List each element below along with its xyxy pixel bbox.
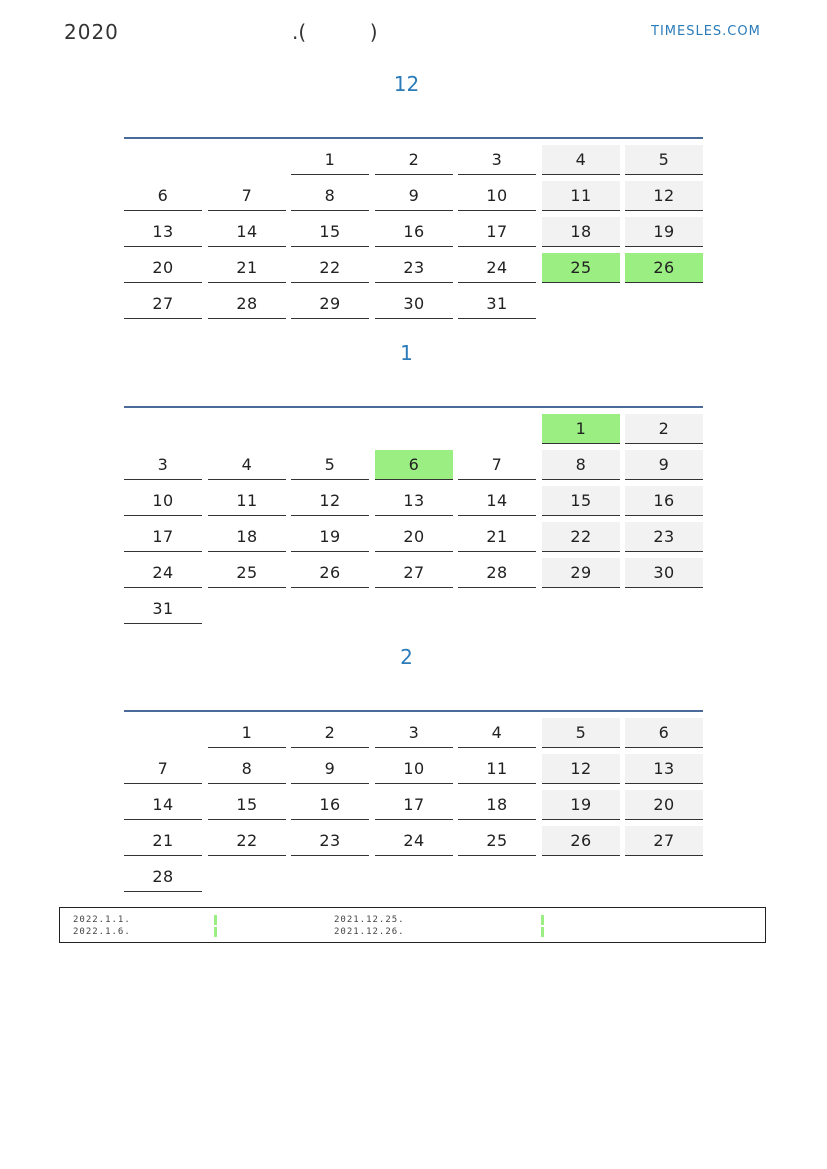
calendar-day-cell: 1 — [542, 414, 620, 444]
calendar-week-row — [124, 408, 703, 444]
calendar-day-cell: 22 — [291, 253, 369, 283]
calendar-day-cell: 23 — [291, 826, 369, 856]
calendar-day-cell: 28 — [458, 558, 536, 588]
calendar-day-cell: 23 — [625, 522, 703, 552]
legend-date: 2021.12.26. — [334, 927, 405, 937]
calendar-day-cell: 18 — [458, 790, 536, 820]
calendar-day-cell: 5 — [291, 450, 369, 480]
page-year-title: 2020 — [64, 20, 119, 44]
calendar-day-cell: 25 — [458, 826, 536, 856]
calendar-day-cell: 10 — [375, 754, 453, 784]
calendar-week-row — [124, 139, 703, 175]
calendar-day-cell: 16 — [625, 486, 703, 516]
calendar-day-cell: 2 — [291, 718, 369, 748]
calendar-week-row — [124, 784, 703, 820]
calendar-day-cell: 31 — [124, 594, 202, 624]
calendar-day-cell: 19 — [291, 522, 369, 552]
month-title-february: 2 — [400, 645, 413, 669]
calendar-day-cell: 25 — [208, 558, 286, 588]
calendar-day-cell: 1 — [208, 718, 286, 748]
calendar-january — [124, 406, 703, 624]
calendar-week-row — [124, 552, 703, 588]
calendar-week-row — [124, 247, 703, 283]
legend-date: 2022.1.1. — [73, 915, 131, 925]
calendar-day-cell: 9 — [291, 754, 369, 784]
calendar-day-cell: 9 — [375, 181, 453, 211]
calendar-day-cell: 14 — [208, 217, 286, 247]
holiday-legend — [59, 907, 766, 943]
calendar-day-cell: 3 — [375, 718, 453, 748]
calendar-week-row — [124, 856, 703, 892]
calendar-day-cell: 21 — [208, 253, 286, 283]
calendar-week-row — [124, 283, 703, 319]
calendar-day-cell: 10 — [458, 181, 536, 211]
calendar-week-row — [124, 588, 703, 624]
calendar-day-cell: 28 — [124, 862, 202, 892]
calendar-day-cell: 5 — [625, 145, 703, 175]
calendar-week-row — [124, 748, 703, 784]
calendar-day-cell: 19 — [542, 790, 620, 820]
calendar-day-cell: 26 — [542, 826, 620, 856]
calendar-day-cell: 28 — [208, 289, 286, 319]
calendar-week-row — [124, 516, 703, 552]
calendar-day-cell: 7 — [124, 754, 202, 784]
calendar-day-cell: 20 — [375, 522, 453, 552]
calendar-day-cell: 6 — [375, 450, 453, 480]
calendar-day-cell: 3 — [458, 145, 536, 175]
calendar-day-cell: 16 — [291, 790, 369, 820]
calendar-day-cell: 30 — [625, 558, 703, 588]
calendar-day-cell: 17 — [124, 522, 202, 552]
calendar-day-cell: 2 — [625, 414, 703, 444]
calendar-day-cell: 5 — [542, 718, 620, 748]
calendar-day-cell: 12 — [625, 181, 703, 211]
calendar-day-cell: 17 — [375, 790, 453, 820]
calendar-day-cell: 13 — [375, 486, 453, 516]
calendar-day-cell: 24 — [124, 558, 202, 588]
legend-holiday-marker — [541, 915, 544, 925]
calendar-day-cell: 24 — [375, 826, 453, 856]
calendar-day-cell: 14 — [458, 486, 536, 516]
calendar-day-cell: 11 — [208, 486, 286, 516]
calendar-day-cell: 11 — [542, 181, 620, 211]
legend-holiday-marker — [214, 927, 217, 937]
calendar-day-cell: 22 — [542, 522, 620, 552]
calendar-day-cell: 13 — [124, 217, 202, 247]
calendar-day-cell: 11 — [458, 754, 536, 784]
calendar-february — [124, 710, 703, 892]
calendar-day-cell: 27 — [375, 558, 453, 588]
legend-holiday-marker — [541, 927, 544, 937]
calendar-day-cell: 27 — [124, 289, 202, 319]
calendar-day-cell: 8 — [291, 181, 369, 211]
calendar-day-cell: 10 — [124, 486, 202, 516]
calendar-day-cell: 1 — [291, 145, 369, 175]
calendar-day-cell: 22 — [208, 826, 286, 856]
calendar-week-row — [124, 480, 703, 516]
calendar-day-cell: 12 — [291, 486, 369, 516]
calendar-day-cell: 20 — [625, 790, 703, 820]
calendar-day-cell: 6 — [124, 181, 202, 211]
calendar-day-cell: 26 — [291, 558, 369, 588]
calendar-day-cell: 15 — [542, 486, 620, 516]
calendar-day-cell: 9 — [625, 450, 703, 480]
legend-date: 2021.12.25. — [334, 915, 405, 925]
calendar-day-cell: 26 — [625, 253, 703, 283]
legend-holiday-marker — [214, 915, 217, 925]
calendar-december — [124, 137, 703, 319]
calendar-day-cell: 7 — [458, 450, 536, 480]
calendar-day-cell: 14 — [124, 790, 202, 820]
calendar-day-cell: 30 — [375, 289, 453, 319]
calendar-day-cell: 19 — [625, 217, 703, 247]
calendar-day-cell: 4 — [458, 718, 536, 748]
calendar-day-cell: 4 — [208, 450, 286, 480]
calendar-day-cell: 7 — [208, 181, 286, 211]
calendar-day-cell: 6 — [625, 718, 703, 748]
calendar-day-cell: 8 — [208, 754, 286, 784]
legend-date: 2022.1.6. — [73, 927, 131, 937]
calendar-day-cell: 20 — [124, 253, 202, 283]
calendar-day-cell: 18 — [542, 217, 620, 247]
calendar-day-cell: 29 — [291, 289, 369, 319]
calendar-day-cell: 16 — [375, 217, 453, 247]
calendar-day-cell: 21 — [458, 522, 536, 552]
calendar-day-cell: 29 — [542, 558, 620, 588]
calendar-week-row — [124, 820, 703, 856]
calendar-week-row — [124, 175, 703, 211]
calendar-day-cell: 17 — [458, 217, 536, 247]
month-title-december: 12 — [393, 72, 420, 96]
calendar-day-cell: 21 — [124, 826, 202, 856]
calendar-day-cell: 4 — [542, 145, 620, 175]
calendar-day-cell: 24 — [458, 253, 536, 283]
calendar-week-row — [124, 211, 703, 247]
calendar-week-row — [124, 712, 703, 748]
calendar-day-cell: 2 — [375, 145, 453, 175]
calendar-day-cell: 31 — [458, 289, 536, 319]
calendar-day-cell: 13 — [625, 754, 703, 784]
calendar-day-cell: 23 — [375, 253, 453, 283]
month-title-january: 1 — [400, 341, 413, 365]
calendar-day-cell: 15 — [208, 790, 286, 820]
calendar-week-row — [124, 444, 703, 480]
page-subtitle: .( ) — [292, 20, 378, 44]
calendar-day-cell: 25 — [542, 253, 620, 283]
calendar-day-cell: 18 — [208, 522, 286, 552]
calendar-day-cell: 12 — [542, 754, 620, 784]
calendar-day-cell: 8 — [542, 450, 620, 480]
calendar-day-cell: 3 — [124, 450, 202, 480]
brand-link[interactable]: TIMESLES.COM — [651, 24, 761, 39]
calendar-day-cell: 15 — [291, 217, 369, 247]
calendar-day-cell: 27 — [625, 826, 703, 856]
